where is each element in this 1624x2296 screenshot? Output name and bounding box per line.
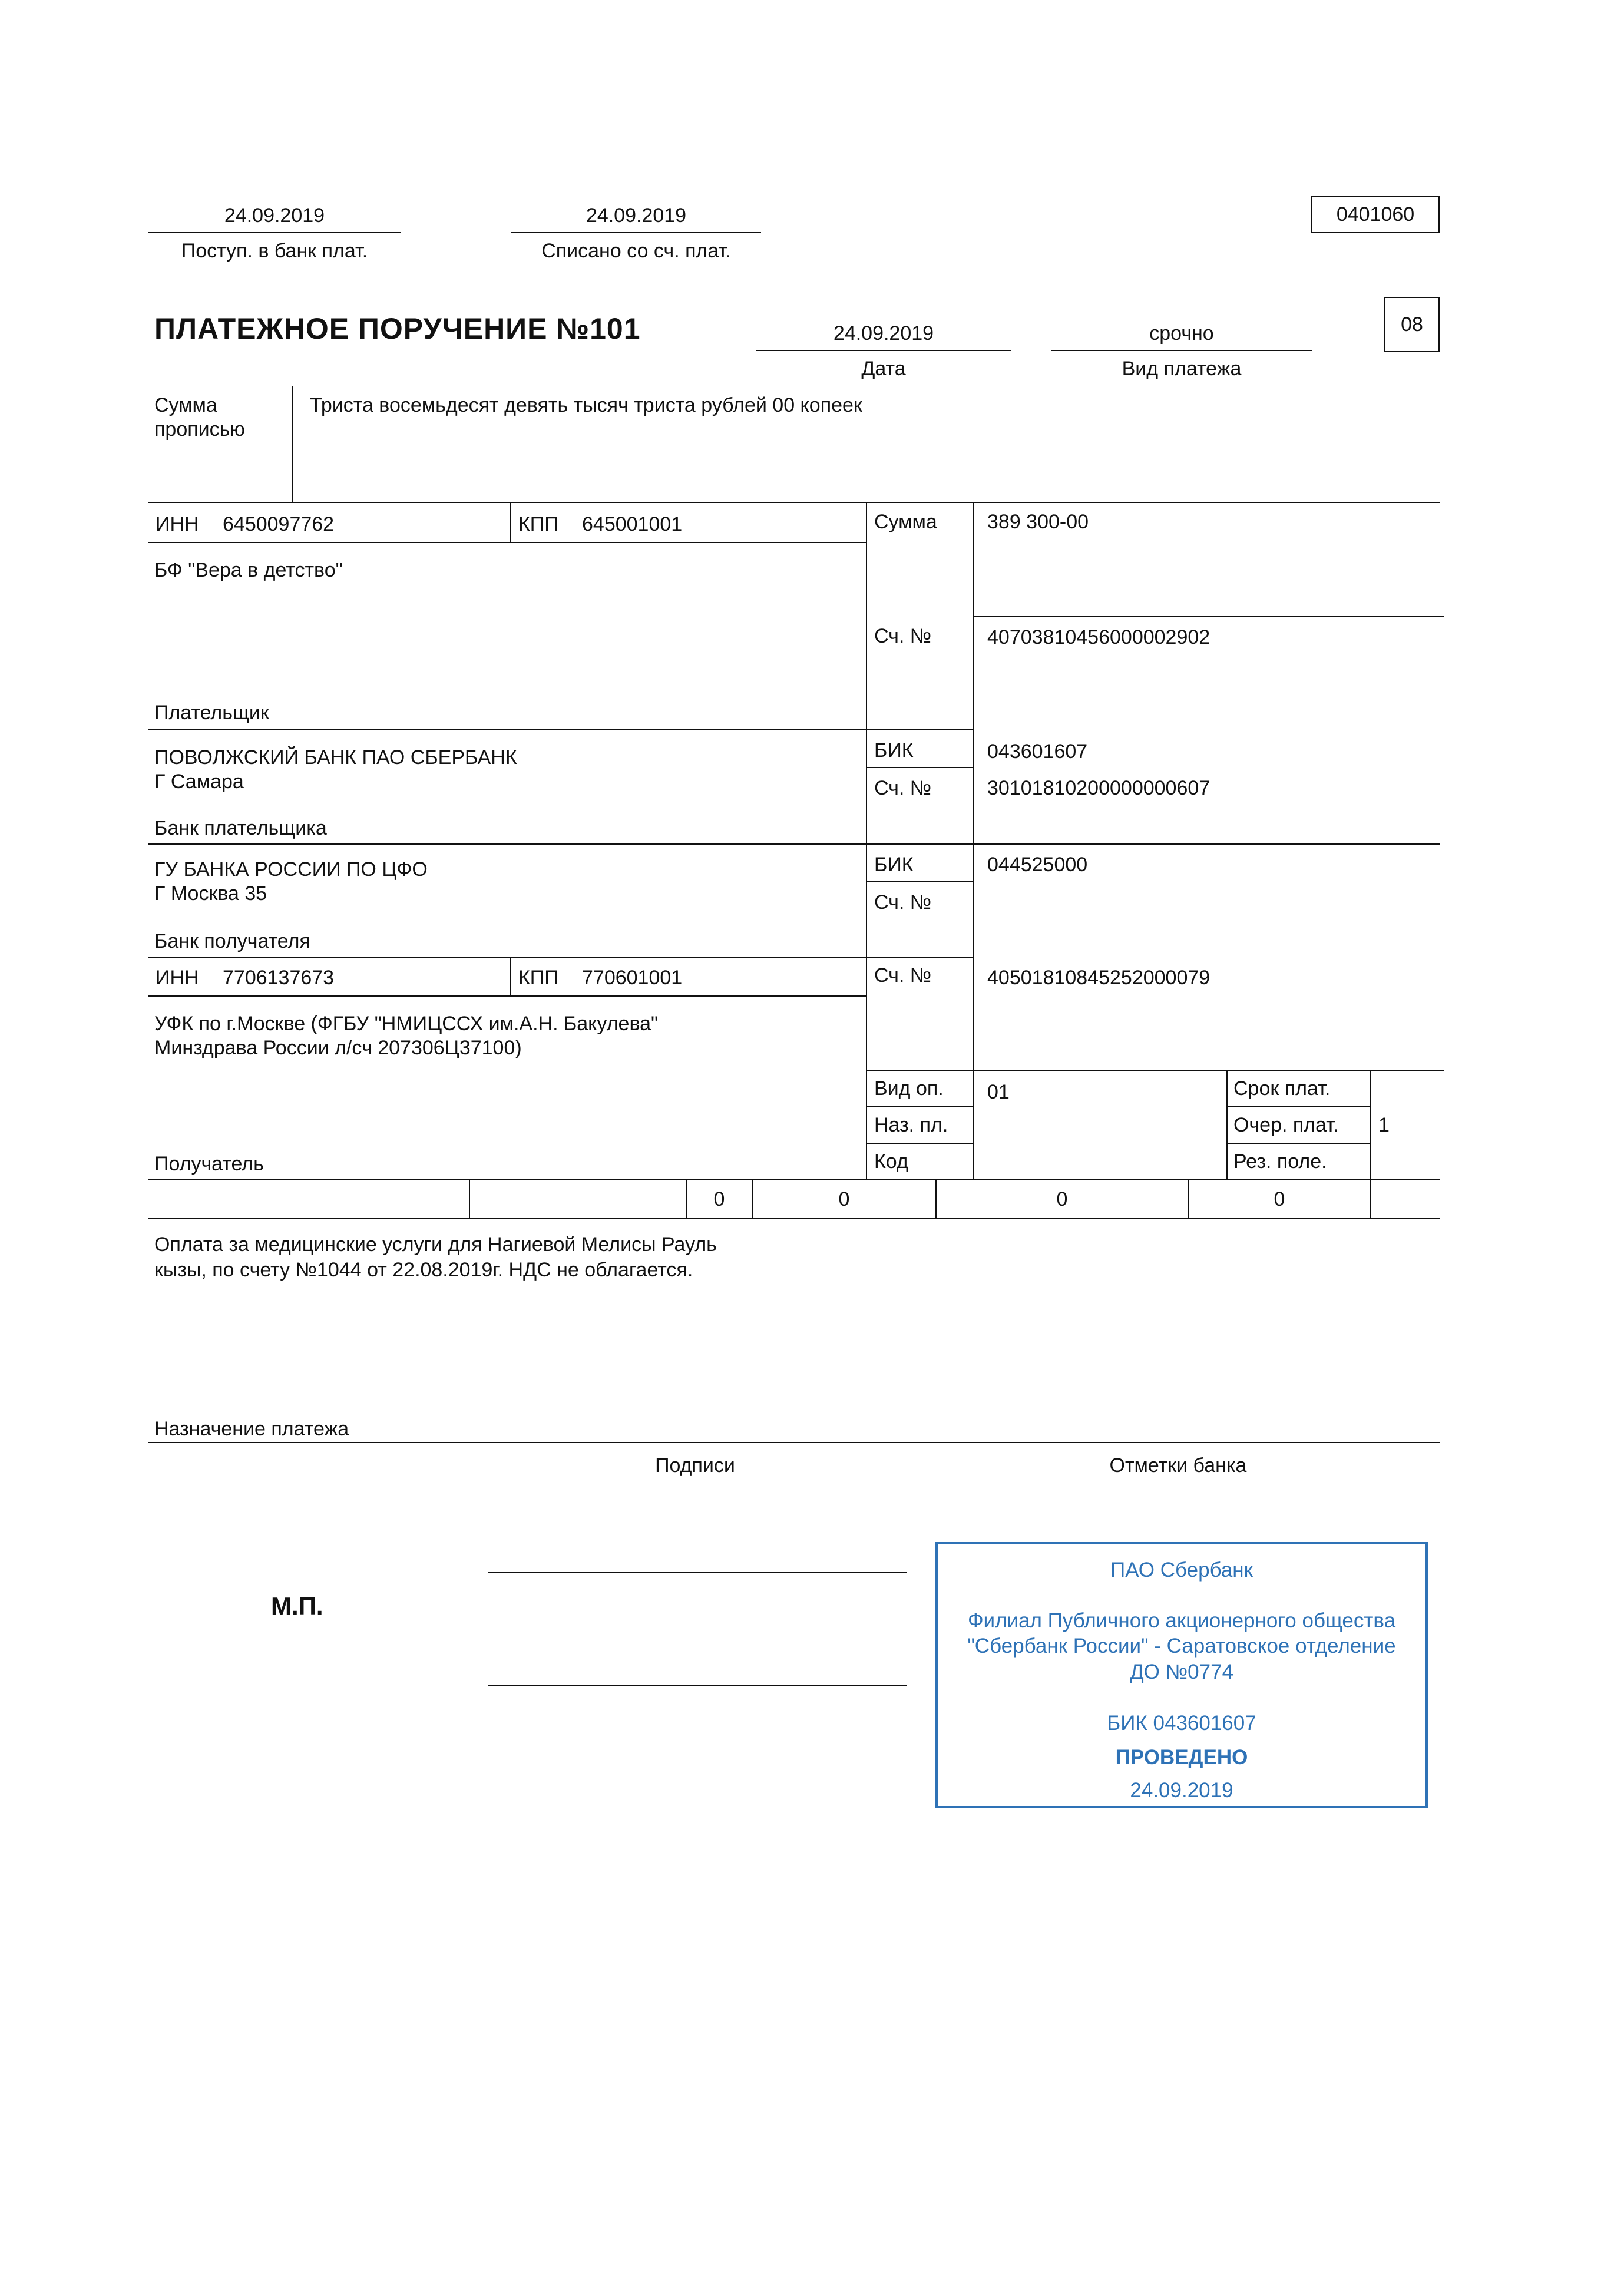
purpose-code-label: Наз. пл. bbox=[874, 1114, 948, 1136]
payer-bank-name: ПОВОЛЖСКИЙ БАНК ПАО СБЕРБАНК Г Самара bbox=[154, 746, 517, 793]
divider bbox=[866, 1070, 1444, 1071]
operation-type-label: Вид оп. bbox=[874, 1077, 944, 1100]
recipient-bank-bik: 044525000 bbox=[987, 853, 1088, 876]
divider bbox=[148, 843, 1440, 845]
recipient-kpp: 770601001 bbox=[582, 967, 683, 989]
recipient-kpp-label: КПП bbox=[518, 967, 559, 989]
divider bbox=[1370, 1179, 1371, 1218]
recipient-inn: 7706137673 bbox=[223, 967, 335, 989]
payer-inn-label: ИНН bbox=[156, 513, 199, 535]
divider bbox=[866, 881, 973, 882]
recipient-bank-account-label: Сч. № bbox=[874, 891, 932, 914]
divider bbox=[469, 1179, 470, 1218]
divider bbox=[148, 995, 866, 997]
payer-inn: 6450097762 bbox=[223, 513, 335, 535]
seal-label: М.П. bbox=[271, 1592, 323, 1620]
divider bbox=[510, 502, 511, 542]
payer-name: БФ "Вера в детство" bbox=[154, 559, 343, 581]
payer-label: Плательщик bbox=[154, 702, 269, 724]
document-date: 24.09.2019 bbox=[833, 322, 934, 345]
payer-bank-account: 30101810200000000607 bbox=[987, 777, 1210, 799]
recipient-name: УФК по г.Москве (ФГБУ "НМИЦССХ им.А.Н. Бакулева" Минздрава России л/сч 207306Ц37100) bbox=[154, 1013, 659, 1059]
form-code: 0401060 bbox=[1311, 196, 1440, 233]
recipient-inn-label: ИНН bbox=[156, 967, 199, 989]
recipient-label: Получатель bbox=[154, 1153, 264, 1175]
received-date: 24.09.2019 bbox=[224, 204, 325, 227]
payer-bank-bik-label: БИК bbox=[874, 739, 914, 762]
signatures-label: Подписи bbox=[655, 1454, 735, 1477]
payer-kpp: 645001001 bbox=[582, 513, 683, 535]
sum-label: Сумма bbox=[874, 511, 937, 533]
tax-field: 0 bbox=[713, 1188, 725, 1210]
divider bbox=[148, 1179, 1440, 1180]
divider bbox=[148, 232, 401, 233]
divider bbox=[148, 1442, 1440, 1443]
recipient-account-label: Сч. № bbox=[874, 964, 932, 987]
code-label: Код bbox=[874, 1150, 908, 1173]
status-code: 08 bbox=[1384, 297, 1440, 352]
divider bbox=[1226, 1143, 1370, 1144]
debited-date: 24.09.2019 bbox=[586, 204, 687, 227]
document-title bbox=[154, 311, 641, 346]
divider bbox=[866, 1106, 973, 1107]
divider bbox=[148, 957, 973, 958]
operation-type: 01 bbox=[987, 1081, 1010, 1103]
signature-line bbox=[488, 1685, 907, 1686]
stamp-bik: БИК 043601607 bbox=[1107, 1712, 1256, 1735]
payment-type: срочно bbox=[1149, 322, 1214, 345]
divider bbox=[756, 350, 1011, 351]
priority-value: 1 bbox=[1378, 1114, 1390, 1136]
divider bbox=[973, 502, 974, 1179]
signature-line bbox=[488, 1572, 907, 1573]
tax-field: 0 bbox=[1274, 1188, 1285, 1210]
payer-bank-account-label: Сч. № bbox=[874, 777, 932, 799]
document-title-label: ПЛАТЕЖНОЕ ПОРУЧЕНИЕ № bbox=[154, 312, 590, 345]
stamp-branch: Филиал Публичного акционерного общества "Сбербанк России" - Саратовское отделение ДО №0774 bbox=[967, 1609, 1396, 1683]
payer-kpp-label: КПП bbox=[518, 513, 559, 535]
divider bbox=[510, 957, 511, 995]
recipient-bank-bik-label: БИК bbox=[874, 853, 914, 876]
debited-label: Списано со сч. плат. bbox=[541, 240, 731, 262]
divider bbox=[148, 502, 1440, 503]
recipient-account: 40501810845252000079 bbox=[987, 967, 1210, 989]
bank-marks-label: Отметки банка bbox=[1109, 1454, 1247, 1477]
payer-bank-bik: 043601607 bbox=[987, 740, 1088, 763]
bank-stamp bbox=[935, 1542, 1428, 1808]
sum-value: 389 300-00 bbox=[987, 511, 1089, 533]
divider bbox=[866, 502, 867, 1179]
payment-purpose-text: Оплата за медицинские услуги для Нагиевой Мелисы Рауль кызы, по счету №1044 от 22.08.2019г. НДС не облагается. bbox=[154, 1233, 717, 1281]
payer-account: 40703810456000002902 bbox=[987, 626, 1210, 649]
reserved-label: Рез. поле. bbox=[1233, 1150, 1327, 1173]
tax-field: 0 bbox=[1056, 1188, 1068, 1210]
divider bbox=[973, 616, 1444, 617]
priority-label: Очер. плат. bbox=[1233, 1114, 1339, 1136]
document-number: 101 bbox=[590, 312, 641, 345]
divider bbox=[148, 1218, 1440, 1219]
payer-bank-label: Банк плательщика bbox=[154, 817, 327, 839]
stamp-date: 24.09.2019 bbox=[1130, 1779, 1233, 1802]
divider bbox=[1226, 1106, 1370, 1107]
payer-account-label: Сч. № bbox=[874, 625, 932, 647]
document-date-label: Дата bbox=[861, 358, 906, 380]
recipient-bank-label: Банк получателя bbox=[154, 930, 310, 952]
divider bbox=[866, 767, 973, 768]
tax-field: 0 bbox=[838, 1188, 850, 1210]
amount-words-value: Триста восемьдесят девять тысяч триста рублей 00 копеек bbox=[310, 394, 862, 416]
divider bbox=[511, 232, 761, 233]
divider bbox=[1370, 1070, 1371, 1179]
divider bbox=[1051, 350, 1312, 351]
payment-purpose-label: Назначение платежа bbox=[154, 1418, 349, 1440]
stamp-bank-name: ПАО Сбербанк bbox=[1110, 1559, 1253, 1582]
divider bbox=[292, 386, 293, 503]
received-label: Поступ. в банк плат. bbox=[181, 240, 368, 262]
divider bbox=[866, 1143, 973, 1144]
divider bbox=[1226, 1070, 1228, 1179]
payment-type-label: Вид платежа bbox=[1122, 358, 1242, 380]
divider bbox=[148, 729, 973, 730]
stamp-status: ПРОВЕДЕНО bbox=[1115, 1746, 1248, 1769]
due-date-label: Срок плат. bbox=[1233, 1077, 1331, 1100]
amount-words-label: Сумма прописью bbox=[154, 394, 245, 441]
divider bbox=[148, 542, 866, 543]
recipient-bank-name: ГУ БАНКА РОССИИ ПО ЦФО Г Москва 35 bbox=[154, 858, 428, 905]
